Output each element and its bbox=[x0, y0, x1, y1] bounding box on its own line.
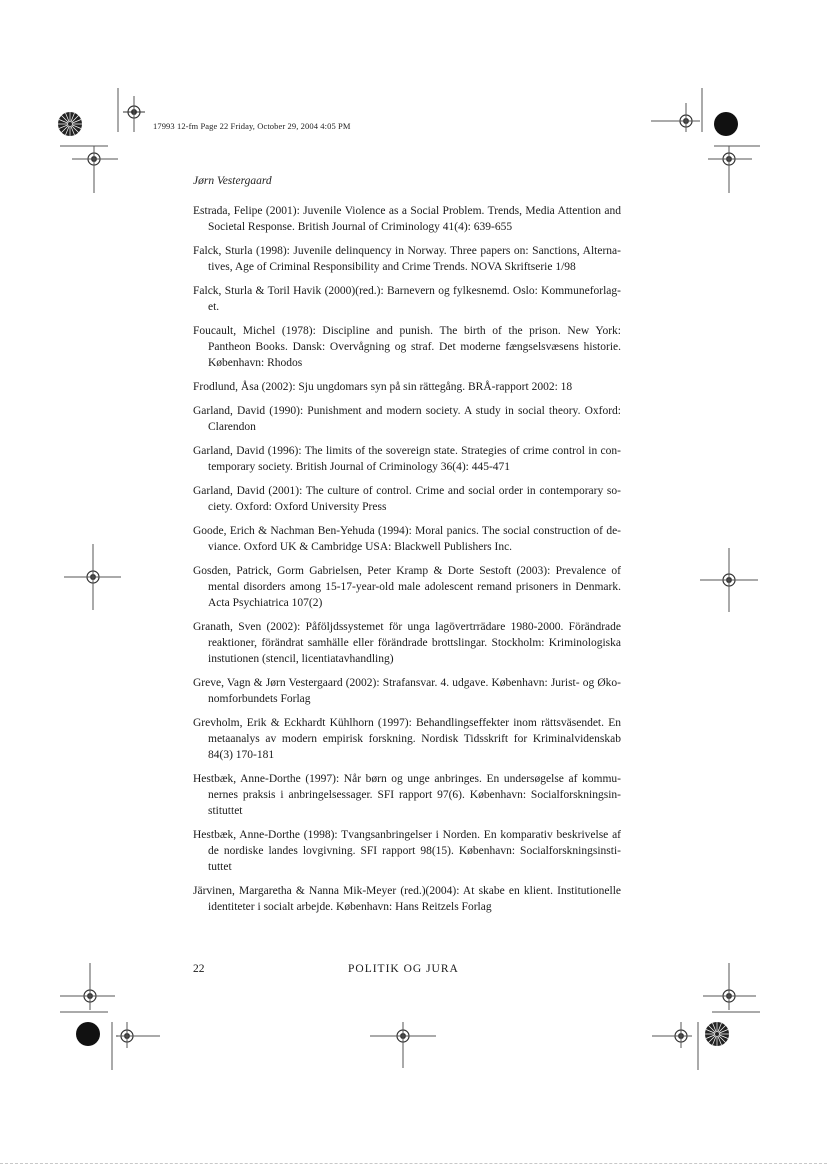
solid-dot-icon bbox=[76, 1022, 100, 1046]
reference-item: Foucault, Michel (1978): Discipline and punish. The birth of the prison. New York: Pantheon Books. Dansk: Overvågning og straf. Det moderne fængselsvæsens historie. København: Rhodos bbox=[193, 325, 621, 369]
reference-item: Gosden, Patrick, Gorm Gabrielsen, Peter Kramp & Dorte Sestoft (2003): Prevalence of mental disorders among 15-17-year-old male adolescent remand prisoners in Denmark. Acta Psychiatrica 107(2) bbox=[193, 565, 621, 609]
reference-item: Järvinen, Margaretha & Nanna Mik-Meyer (red.)(2004): At skabe en klient. Institutionelle identiteter i socialt arbejde. København: Hans Reitzels Forlag bbox=[193, 885, 621, 913]
reference-item: Falck, Sturla (1998): Juvenile delinquency in Norway. Three papers on: Sanctions, Alterna-tives, Age of Criminal Responsibility and Crime Trends. NOVA Skriftserie 1/98 bbox=[193, 245, 621, 273]
reference-item: Grevholm, Erik & Eckhardt Kühlhorn (1997): Behandlingseffekter inom rättsväsendet. En metaanalys av modern empirisk forskning. Nordisk Tidsskrift for Kriminalvidenskab 84(3) 170-181 bbox=[193, 717, 621, 761]
reference-item: Falck, Sturla & Toril Havik (2000)(red.): Barnevern og fylkesnemd. Oslo: Kommuneforlag-et. bbox=[193, 285, 621, 313]
reference-item: Greve, Vagn & Jørn Vestergaard (2002): Strafansvar. 4. udgave. København: Jurist- og Øko-nomforbundets Forlag bbox=[193, 677, 621, 705]
reference-item: Garland, David (2001): The culture of control. Crime and social order in contemporary so-ciety. Oxford: Oxford University Press bbox=[193, 485, 621, 513]
page-number: 22 bbox=[193, 963, 205, 975]
star-target-icon bbox=[705, 1022, 729, 1046]
reference-item: Hestbæk, Anne-Dorthe (1997): Når børn og unge anbringes. En undersøgelse af kommu-nernes praksis i anbringelsessager. SFI rapport 97(6). København: Socialforskningsin-stituttet bbox=[193, 773, 621, 817]
page-edge-line bbox=[0, 1163, 827, 1164]
solid-dot-icon bbox=[714, 112, 738, 136]
running-head: Jørn Vestergaard bbox=[193, 175, 272, 187]
reference-item: Garland, David (1990): Punishment and modern society. A study in social theory. Oxford: Clarendon bbox=[193, 405, 621, 433]
journal-title: POLITIK OG JURA bbox=[348, 963, 459, 975]
print-slug-line: 17993 12-fm Page 22 Friday, October 29, 2004 4:05 PM bbox=[153, 121, 351, 131]
reference-item: Hestbæk, Anne-Dorthe (1998): Tvangsanbringelser i Norden. En komparativ beskrivelse af de nordiske landes lovgivning. SFI rapport 98(15). København: Socialforskningsinsti-tuttet bbox=[193, 829, 621, 873]
reference-item: Granath, Sven (2002): Påföljdssystemet för unga lagövertrrädare 1980-2000. Förändrade reaktioner, förändrat samhälle eller förändrade brottslingar. Stockholm: Kriminologiska instutionen (stencil, licentiatavhandling) bbox=[193, 621, 621, 665]
reference-item: Frodlund, Åsa (2002): Sju ungdomars syn på sin rättegång. BRÅ-rapport 2002: 18 bbox=[193, 381, 573, 393]
star-target-icon bbox=[58, 112, 82, 136]
reference-item: Goode, Erich & Nachman Ben-Yehuda (1994): Moral panics. The social construction of de-viance. Oxford UK & Cambridge USA: Blackwell Publishers Inc. bbox=[193, 525, 621, 553]
reference-item: Garland, David (1996): The limits of the sovereign state. Strategies of crime control in con-temporary society. British Journal of Criminology 36(4): 445-471 bbox=[193, 445, 621, 473]
reference-item: Estrada, Felipe (2001): Juvenile Violence as a Social Problem. Trends, Media Attention and Societal Response. British Journal of Criminology 41(4): 639-655 bbox=[193, 205, 621, 233]
